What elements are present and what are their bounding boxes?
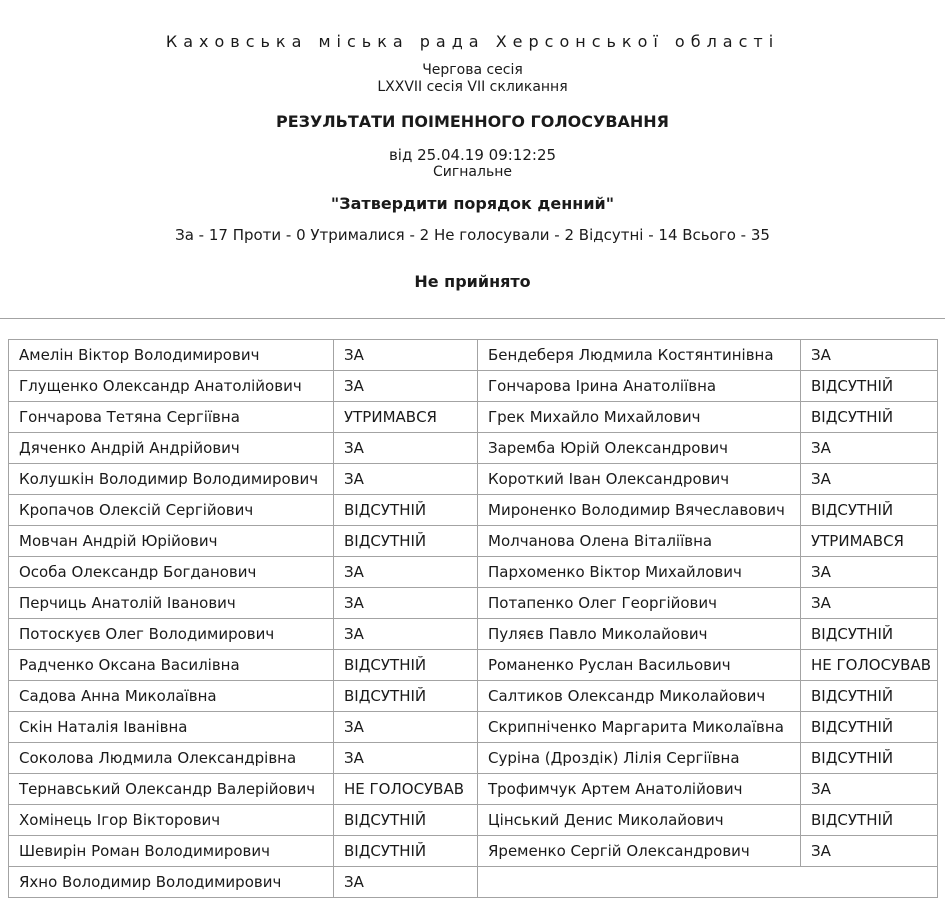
vote-value-cell: ВІДСУТНІЙ <box>801 371 938 402</box>
section-divider <box>0 318 945 319</box>
vote-value-cell: ВІДСУТНІЙ <box>334 836 478 867</box>
table-row <box>9 712 938 743</box>
table-row <box>9 743 938 774</box>
table-row <box>9 774 938 805</box>
deputy-name-cell: Гончарова Тетяна Сергіївна <box>9 402 334 433</box>
deputy-name-cell: Короткий Іван Олександрович <box>478 464 801 495</box>
table-row <box>9 681 938 712</box>
org-title: Каховська міська рада Херсонської області <box>165 32 780 51</box>
vote-value-cell: ВІДСУТНІЙ <box>334 681 478 712</box>
vote-value-cell: ЗА <box>334 743 478 774</box>
vote-value-cell: ЗА <box>801 433 938 464</box>
deputy-name-cell: Амелін Віктор Володимирович <box>9 340 334 371</box>
vote-value-cell: ВІДСУТНІЙ <box>334 495 478 526</box>
table-row <box>9 867 938 898</box>
table-row <box>9 433 938 464</box>
vote-value-cell: УТРИМАВСЯ <box>801 526 938 557</box>
results-heading: РЕЗУЛЬТАТИ ПОІМЕННОГО ГОЛОСУВАННЯ <box>275 112 669 131</box>
deputy-name-cell: Мовчан Андрій Юрійович <box>9 526 334 557</box>
table-row <box>9 402 938 433</box>
vote-value-cell: ЗА <box>801 836 938 867</box>
deputy-name-cell: Салтиков Олександр Миколайович <box>478 681 801 712</box>
vote-value-cell: НЕ ГОЛОСУВАВ <box>801 650 938 681</box>
vote-value-cell: ВІДСУТНІЙ <box>334 650 478 681</box>
table-row <box>9 588 938 619</box>
vote-value-cell: ВІДСУТНІЙ <box>801 681 938 712</box>
vote-value-cell: ВІДСУТНІЙ <box>801 805 938 836</box>
deputy-name-cell: Суріна (Дроздік) Лілія Сергіївна <box>478 743 801 774</box>
table-row <box>9 340 938 371</box>
deputy-name-cell: Яременко Сергій Олександрович <box>478 836 801 867</box>
deputy-name-cell: Потапенко Олег Георгійович <box>478 588 801 619</box>
vote-value-cell: ЗА <box>334 464 478 495</box>
deputy-name-cell: Тернавський Олександр Валерійович <box>9 774 334 805</box>
vote-value-cell: УТРИМАВСЯ <box>334 402 478 433</box>
deputy-name-cell: Гончарова Ірина Анатоліївна <box>478 371 801 402</box>
deputy-name-cell: Шевирін Роман Володимирович <box>9 836 334 867</box>
deputy-name-cell: Романенко Руслан Васильович <box>478 650 801 681</box>
deputy-name-cell: Цінський Денис Миколайович <box>478 805 801 836</box>
table-row <box>9 805 938 836</box>
table-row <box>9 464 938 495</box>
table-row <box>9 371 938 402</box>
table-row <box>9 495 938 526</box>
session-block <box>0 62 945 96</box>
vote-value-cell: ЗА <box>334 867 478 898</box>
vote-value-cell: ЗА <box>334 557 478 588</box>
deputy-name-cell: Пуляєв Павло Миколайович <box>478 619 801 650</box>
vote-value-cell: ЗА <box>801 588 938 619</box>
session-line: LXXVII сесія VII скликання <box>377 79 568 95</box>
vote-value-cell: ЗА <box>334 619 478 650</box>
vote-value-cell: ЗА <box>334 712 478 743</box>
deputy-name-cell: Перчиць Анатолій Іванович <box>9 588 334 619</box>
deputy-name-cell: Мироненко Володимир Вячеславович <box>478 495 801 526</box>
table-row <box>9 557 938 588</box>
deputy-name-cell: Бендеберя Людмила Костянтинівна <box>478 340 801 371</box>
deputy-name-cell: Колушкін Володимир Володимирович <box>9 464 334 495</box>
vote-value-cell: ВІДСУТНІЙ <box>801 619 938 650</box>
session-kind: Чергова сесія <box>422 62 523 78</box>
vote-value-cell: ЗА <box>801 340 938 371</box>
vote-value-cell: ЗА <box>334 433 478 464</box>
deputy-name-cell: Грек Михайло Михайлович <box>478 402 801 433</box>
agenda-item: "Затвердити порядок денний" <box>330 194 615 213</box>
vote-value-cell: ЗА <box>334 340 478 371</box>
deputy-name-cell: Заремба Юрій Олександрович <box>478 433 801 464</box>
deputy-name-cell: Скін Наталія Іванівна <box>9 712 334 743</box>
vote-value-cell: ЗА <box>801 774 938 805</box>
deputy-name-cell: Трофимчук Артем Анатолійович <box>478 774 801 805</box>
vote-type: Сигнальне <box>433 164 512 180</box>
deputy-name-cell: Потоскуєв Олег Володимирович <box>9 619 334 650</box>
deputy-name-cell: Пархоменко Віктор Михайлович <box>478 557 801 588</box>
deputy-name-cell: Хомінець Ігор Вікторович <box>9 805 334 836</box>
vote-value-cell: ВІДСУТНІЙ <box>801 495 938 526</box>
deputy-name-cell: Кропачов Олексій Сергійович <box>9 495 334 526</box>
vote-value-cell: ВІДСУТНІЙ <box>334 526 478 557</box>
header-section <box>0 32 945 291</box>
voting-table <box>8 339 938 898</box>
vote-value-cell: ЗА <box>801 557 938 588</box>
vote-value-cell: ЗА <box>334 371 478 402</box>
deputy-name-cell: Особа Олександр Богданович <box>9 557 334 588</box>
voting-table-body <box>9 340 938 898</box>
vote-value-cell: ВІДСУТНІЙ <box>801 402 938 433</box>
vote-value-cell: ВІДСУТНІЙ <box>801 743 938 774</box>
deputy-name-cell: Молчанова Олена Віталіївна <box>478 526 801 557</box>
table-row <box>9 836 938 867</box>
vote-datetime: від 25.04.19 09:12:25 <box>388 146 557 164</box>
vote-value-cell: ЗА <box>801 464 938 495</box>
deputy-name-cell: Соколова Людмила Олександрівна <box>9 743 334 774</box>
deputy-name-cell: Скрипніченко Маргарита Миколаївна <box>478 712 801 743</box>
vote-value-cell: ВІДСУТНІЙ <box>334 805 478 836</box>
table-row <box>9 526 938 557</box>
deputy-name-cell: Глущенко Олександр Анатолійович <box>9 371 334 402</box>
deputy-name-cell: Радченко Оксана Василівна <box>9 650 334 681</box>
vote-value-cell: ВІДСУТНІЙ <box>801 712 938 743</box>
decision-status: Не прийнято <box>414 272 531 291</box>
vote-value-cell: НЕ ГОЛОСУВАВ <box>334 774 478 805</box>
totals-line: За - 17 Проти - 0 Утрималися - 2 Не голосували - 2 Відсутні - 14 Всього - 35 <box>175 226 770 244</box>
table-row <box>9 619 938 650</box>
vote-value-cell: ЗА <box>334 588 478 619</box>
deputy-name-cell: Садова Анна Миколаївна <box>9 681 334 712</box>
deputy-name-cell: Яхно Володимир Володимирович <box>9 867 334 898</box>
table-row <box>9 650 938 681</box>
deputy-name-cell: Дяченко Андрій Андрійович <box>9 433 334 464</box>
empty-cell <box>478 867 938 898</box>
